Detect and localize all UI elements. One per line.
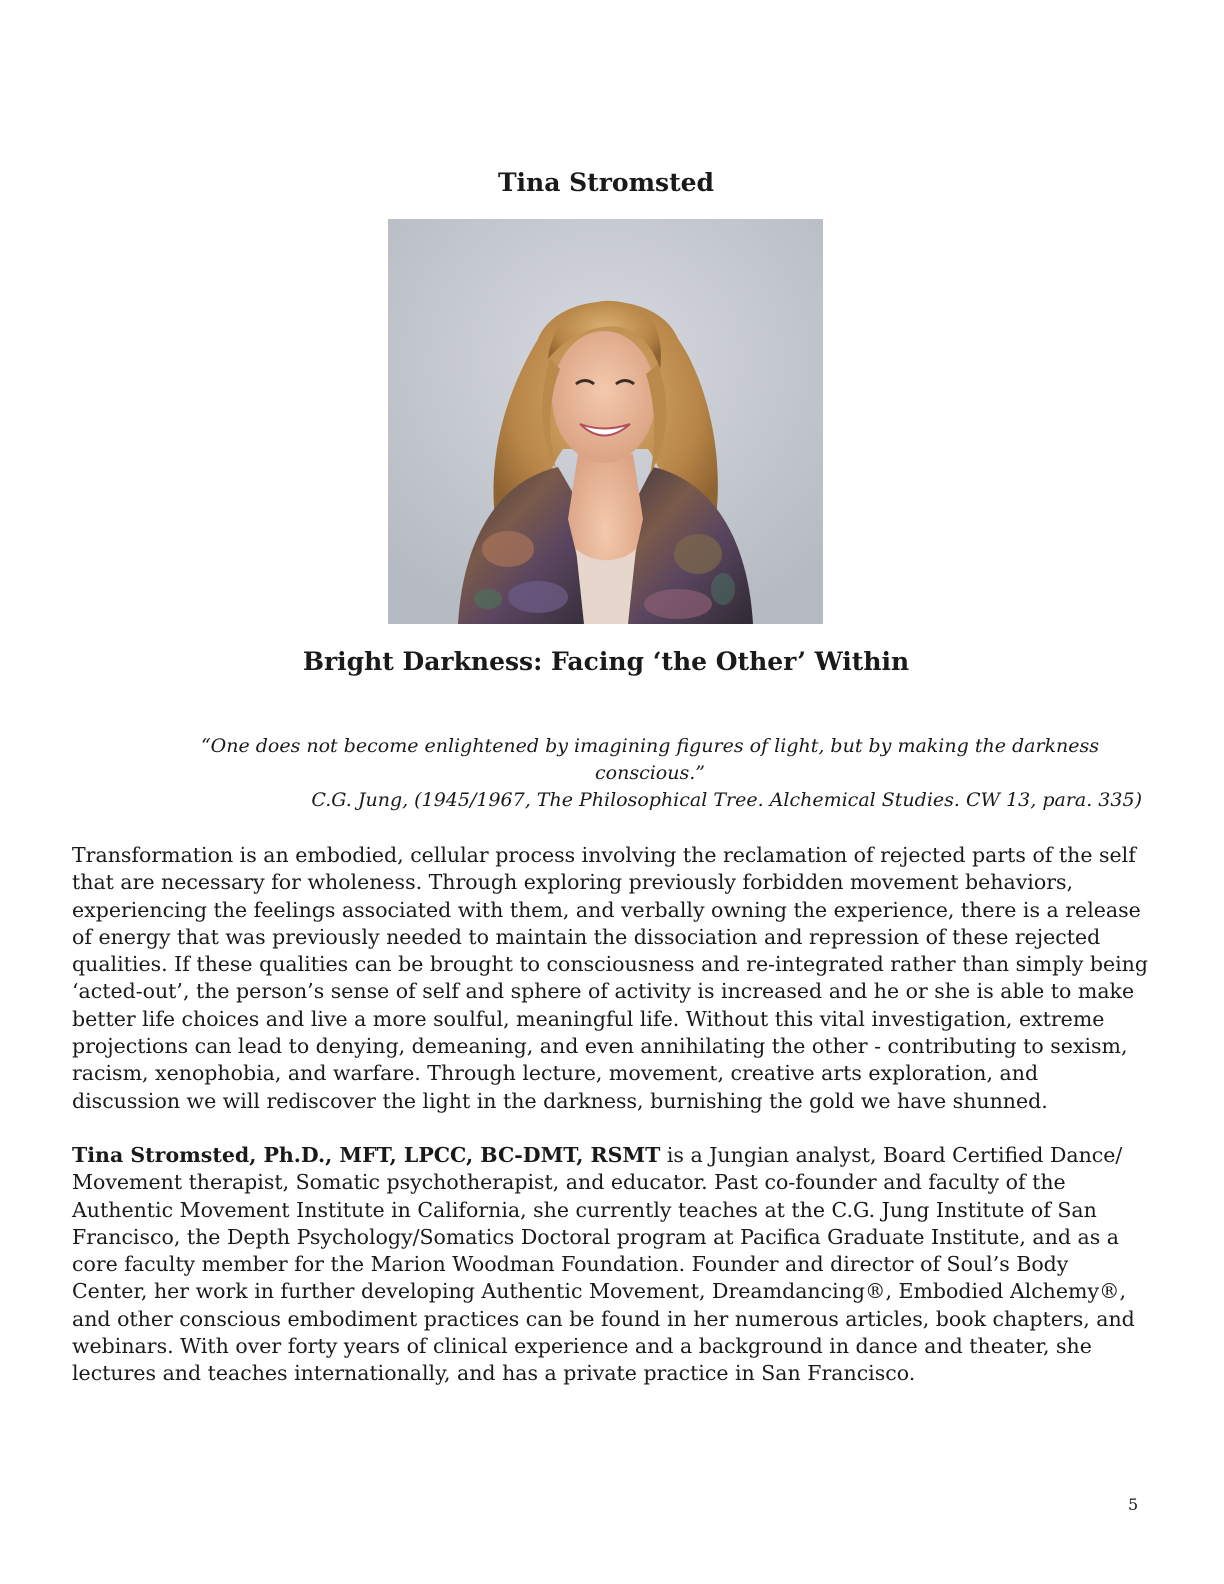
page-number: 5	[1128, 1495, 1139, 1514]
talk-title: Bright Darkness: Facing ‘the Other’ Within	[302, 647, 910, 676]
epigraph	[70, 733, 1142, 814]
bio-name-credentials: Tina Stromsted, Ph.D., MFT, LPCC, BC-DMT, RSMT	[72, 1143, 661, 1167]
speaker-portrait	[388, 219, 823, 624]
abstract-paragraph: Transformation is an embodied, cellular process involving the reclamation of rejected parts of the self that are necessary for wholeness. Through exploring previously forbidden movement behaviors, experiencing the feelings associated with them, and verbally owning the experience, there is a release of energy that was previously needed to maintain the dissociation and repression of these rejected qualities. If these qualities can be brought to consciousness and re-integrated rather than simply being ‘acted-out’, the person’s sense of self and sphere of activity is increased and he or she is able to make better life choices and live a more soulful, meaningful life. Without this vital investigation, extreme projections can lead to denying, demeaning, and even annihilating the other - contributing to sexism, racism, xenophobia, and warfare. Through lecture, movement, creative arts exploration, and discussion we will rediscover the light in the darkness, burnishing the gold we have shunned.	[72, 843, 1149, 1113]
bio-text: is a Jungian analyst, Board Certified Dance/ Movement therapist, Somatic psychotherapist, and educator. Past co-founder and faculty of the Authentic Movement Institute in California, she currently teaches at the C.G. Jung Institute of San Francisco, the Depth Psychology/Somatics Doctoral program at Pacifica Graduate Institute, and as a core faculty member for the Marion Woodman Foundation. Founder and director of Soul’s Body Center, her work in further developing Authentic Movement, Dreamdancing®, Embodied Alchemy®, and other conscious embodiment practices can be found in her numerous articles, book chapters, and webinars. With over forty years of clinical experience and a background in dance and theater, she lectures and teaches internationally, and has a private practice in San Francisco.	[72, 1143, 1135, 1386]
speaker-name: Tina Stromsted	[497, 168, 715, 197]
epigraph-citation: C.G. Jung, (1945/1967, The Philosophical Tree. Alchemical Studies. CW 13, para. 335)	[311, 789, 1142, 811]
bio-paragraph	[72, 1142, 1148, 1388]
epigraph-quote: “One does not become enlightened by imagining figures of light, but by making the darkness conscious.”	[200, 735, 1100, 784]
portrait-illustration	[388, 219, 823, 624]
